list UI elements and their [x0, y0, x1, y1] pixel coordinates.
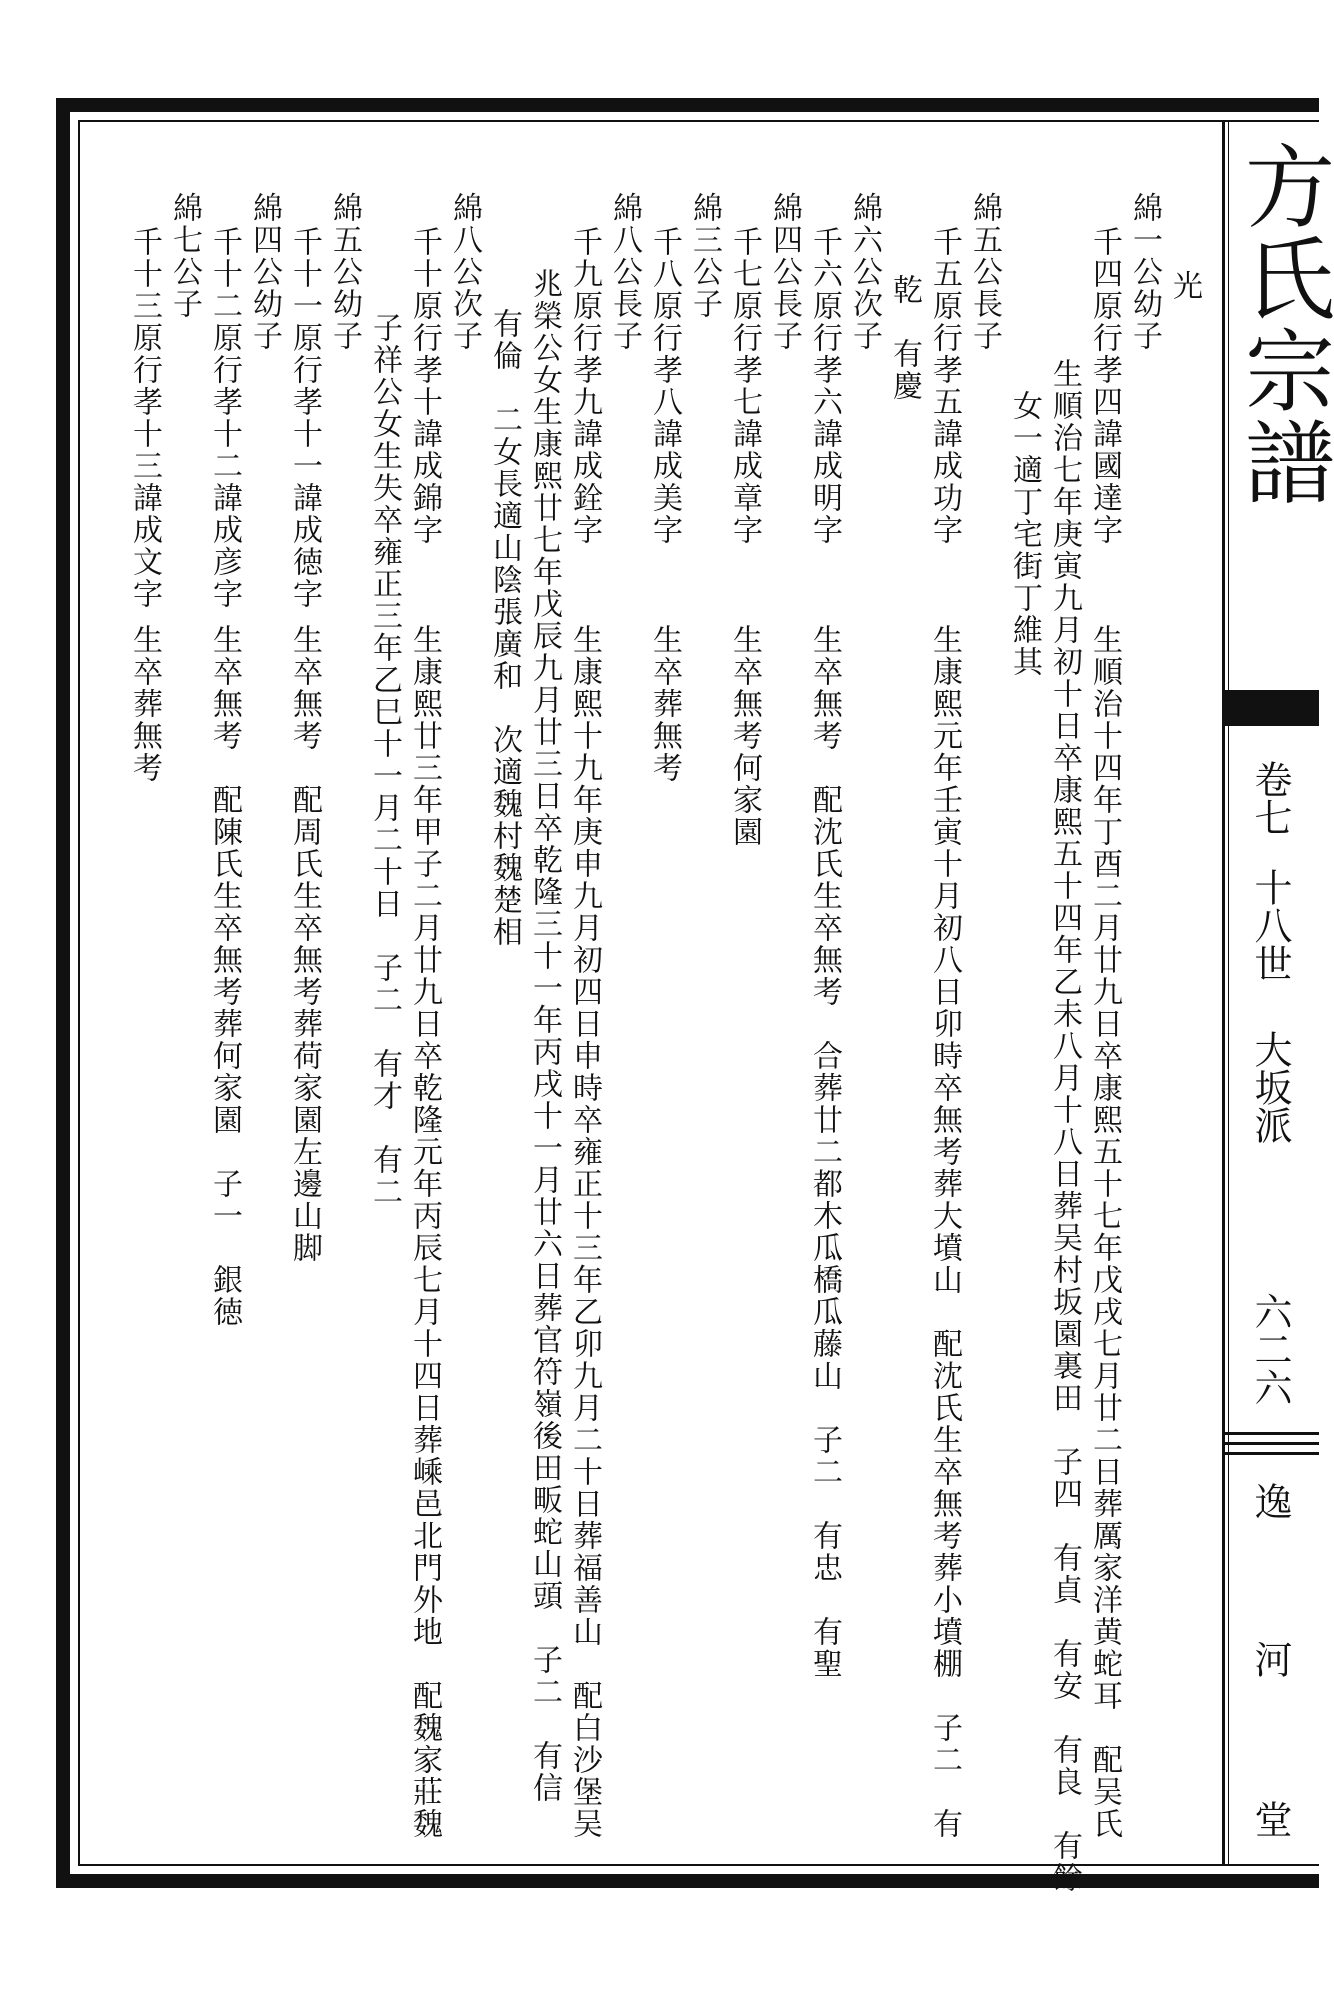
hall-name-2: 河 [1248, 1640, 1292, 1678]
entry-column: 綿八公次子 [447, 192, 482, 352]
entry-column: 生順治七年庚寅九月初十日卒康熙五十四年乙未八月十八日葬吴村坂園裏田 子四 有貞 有安 有良 有餘 [1047, 358, 1082, 1894]
entry-column: 千七原行孝七諱成章字 [727, 226, 762, 546]
entry-column: 千十原行孝十諱成錦字 [407, 226, 442, 546]
volume-label: 卷七 [1248, 760, 1292, 836]
entry-column: 千六原行孝六諱成明字 [807, 226, 842, 546]
margin-rule-c [1225, 1452, 1319, 1455]
entry-column: 千八原行孝八諱成美字 [647, 226, 682, 546]
entry-column: 千十一原行孝十一諱成徳字 [287, 226, 322, 610]
entry-column: 女一適丁宅街丁維其 [1007, 390, 1042, 678]
margin-rule-b [1225, 1442, 1319, 1445]
entry-column: 綿七公子 [167, 192, 202, 320]
entry-column-detail: 生卒葬無考 [647, 624, 682, 784]
entry-column-detail: 生卒無考 配周氏生卒無考葬荷家園左邊山脚 [287, 624, 322, 1264]
entry-column: 千十三原行孝十三諱成文字 [127, 226, 162, 610]
margin-rule-a [1225, 1432, 1319, 1435]
book-title: 方氏宗譜 [1229, 140, 1334, 508]
entry-column: 子祥公女生失卒雍正三年乙巳十一月二十日 子二 有才 有二 [367, 312, 402, 1208]
entry-column-detail: 生卒無考何家園 [727, 624, 762, 848]
inner-frame [78, 120, 1319, 1866]
hall-name-3: 堂 [1248, 1800, 1292, 1838]
entry-column-detail: 生順治十四年丁酉二月廿九日卒康熙五十七年戊戌七月廿二日葬厲家洋黄蛇耳 配吴氏 [1087, 624, 1122, 1840]
entry-column: 千九原行孝九諱成銓字 [567, 226, 602, 546]
entry-column: 千四原行孝四諱國達字 [1087, 226, 1122, 546]
entry-column: 綿八公長子 [607, 192, 642, 352]
frame-top-border [56, 98, 1319, 112]
entry-column: 有倫 二女長適山陰張廣和 次適魏村魏楚相 [487, 308, 522, 948]
frame-bottom-border [56, 1874, 1319, 1888]
entry-column: 千五原行孝五諱成功字 [927, 226, 962, 546]
entry-column: 綿五公長子 [967, 192, 1002, 352]
title-band [1225, 690, 1319, 726]
entry-column-detail: 生康熙廿三年甲子二月廿九日卒乾隆元年丙辰七月十四日葬嵊邑北門外地 配魏家莊魏 [407, 624, 442, 1840]
entry-column-detail: 生康熙十九年庚申九月初四日申時卒雍正十三年乙卯九月二十日葬福善山 配白沙堡吴 [567, 624, 602, 1840]
entry-column: 光 [1167, 270, 1202, 302]
frame-left-border [56, 98, 70, 1888]
entry-column: 綿五公幼子 [327, 192, 362, 352]
page-number: 六二六 [1248, 1292, 1292, 1406]
entry-column: 綿六公次子 [847, 192, 882, 352]
branch-label: 大坂派 [1248, 1030, 1292, 1144]
entry-column-detail: 生康熙元年壬寅十月初八日卯時卒無考葬大墳山 配沈氏生卒無考葬小墳棚 子二 有 [927, 624, 962, 1840]
entry-column: 綿三公子 [687, 192, 722, 320]
entry-column: 乾 有慶 [887, 274, 922, 402]
hall-name-1: 逸 [1248, 1482, 1292, 1520]
entry-column: 綿四公長子 [767, 192, 802, 352]
margin-divider [1222, 120, 1225, 1866]
generation-label: 十八世 [1248, 868, 1292, 982]
entry-column: 綿一公幼子 [1127, 192, 1162, 352]
entry-column: 兆榮公女生康熙廿七年戊辰九月廿三日卒乾隆三十一年丙戌十一月廿六日葬官符嶺後田畈蛇山頭 子二 有信 [527, 268, 562, 1804]
entry-column: 綿四公幼子 [247, 192, 282, 352]
entry-column: 千十二原行孝十二諱成彦字 [207, 226, 242, 610]
entry-column-detail: 生卒無考 配沈氏生卒無考 合葬廿二都木瓜橋瓜藤山 子二 有忠 有聖 [807, 624, 842, 1680]
entry-column-detail: 生卒無考 配陳氏生卒無考葬何家園 子一 銀徳 [207, 624, 242, 1328]
entry-column-detail: 生卒葬無考 [127, 624, 162, 784]
